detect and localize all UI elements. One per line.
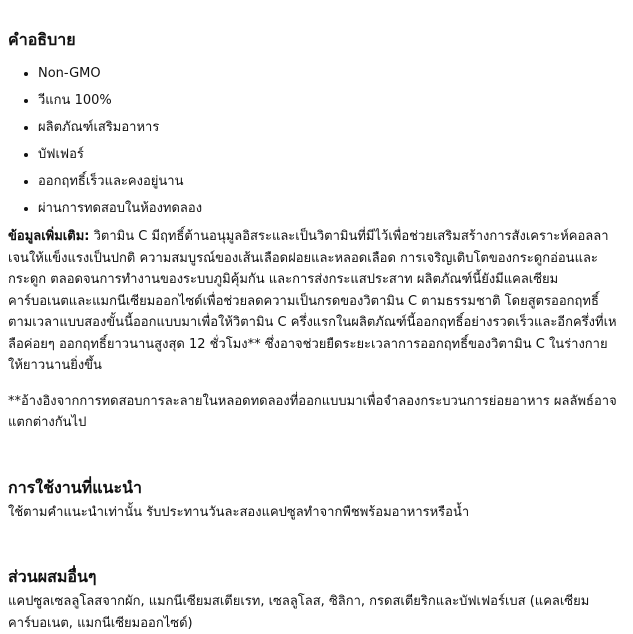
more-info-label: ข้อมูลเพิ่มเติม: bbox=[8, 229, 90, 244]
feature-list bbox=[8, 60, 619, 222]
more-info-text: วิตามิน C มีฤทธิ์ต้านอนุมูลอิสระและเป็นวิตามินที่มีไว้เพื่อช่วยเสริมสร้างการสังเคราะห์คอลลาเจนให้แข็งแรงเป็นปกติ ความสมบูรณ์ของเส้นเลือดฝอยและหลอดเลือด การเจริญเติบโตของกระดูกอ่อนและกระดูก ตลอดจนการทำงานของระบบภูมิคุ้มกัน และการส่งกระแสประสาท ผลิตภัณฑ์นี้ยังมีแคลเซียมคาร์บอเนตและแมกนีเซียมออกไซด์เพื่อช่วยลดความเป็นกรดของวิตามิน C ตามธรรมชาติ โดยสูตรออกฤทธิ์ตามเวลาแบบสองขั้นนี้ออกแบบมาเพื่อให้วิตามิน C ครึ่งแรกในผลิตภัณฑ์นี้ออกฤทธิ์อย่างรวดเร็วและอีกครึ่งที่เหลือค่อยๆ ออกฤทธิ์ยาวนานสูงสุด 12 ชั่วโมง** ซึ่งอาจช่วยยืดระยะเวลาการออกฤทธิ์ของวิตามิน C ในร่างกายให้ยาวนานยิ่งขึ้น bbox=[8, 229, 617, 373]
other-ingredients-text: แคปซูลเซลลูโลสจากผัก, แมกนีเซียมสเตียเรท, เซลลูโลส, ซิลิกา, กรดสเตียริกและบัฟเฟอร์เบส (แคลเซียมคาร์บอเนต, แมกนีเซียมออกไซด์) bbox=[8, 594, 590, 631]
description-heading: คำอธิบาย bbox=[8, 30, 76, 49]
usage-heading: การใช้งานที่แนะนำ bbox=[8, 477, 142, 497]
footnote: **อ้างอิงจากการทดสอบการละลายในหลอดทดลองที่ออกแบบมาเพื่อจำลองกระบวนการย่อยอาหาร ผลลัพธ์อาจแตกต่างกันไป bbox=[8, 393, 617, 430]
list-item: • ผลิตภัณฑ์เสริมอาหาร bbox=[38, 114, 619, 141]
list-item: • ออกฤทธิ์เร็วและคงอยู่นาน bbox=[38, 168, 619, 195]
usage-text: ใช้ตามคำแนะนำเท่านั้น รับประทานวันละสองแคปซูลทำจากพืชพร้อมอาหารหรือน้ำ bbox=[8, 504, 470, 520]
list-item: • ผ่านการทดสอบในห้องทดลอง bbox=[38, 195, 619, 222]
list-item: • Non-GMO bbox=[38, 60, 619, 87]
list-item: • วีแกน 100% bbox=[38, 87, 619, 114]
other-ingredients-heading: ส่วนผสมอื่นๆ bbox=[8, 567, 97, 586]
more-info-paragraph bbox=[8, 226, 619, 377]
list-item: • บัฟเฟอร์ bbox=[38, 141, 619, 168]
